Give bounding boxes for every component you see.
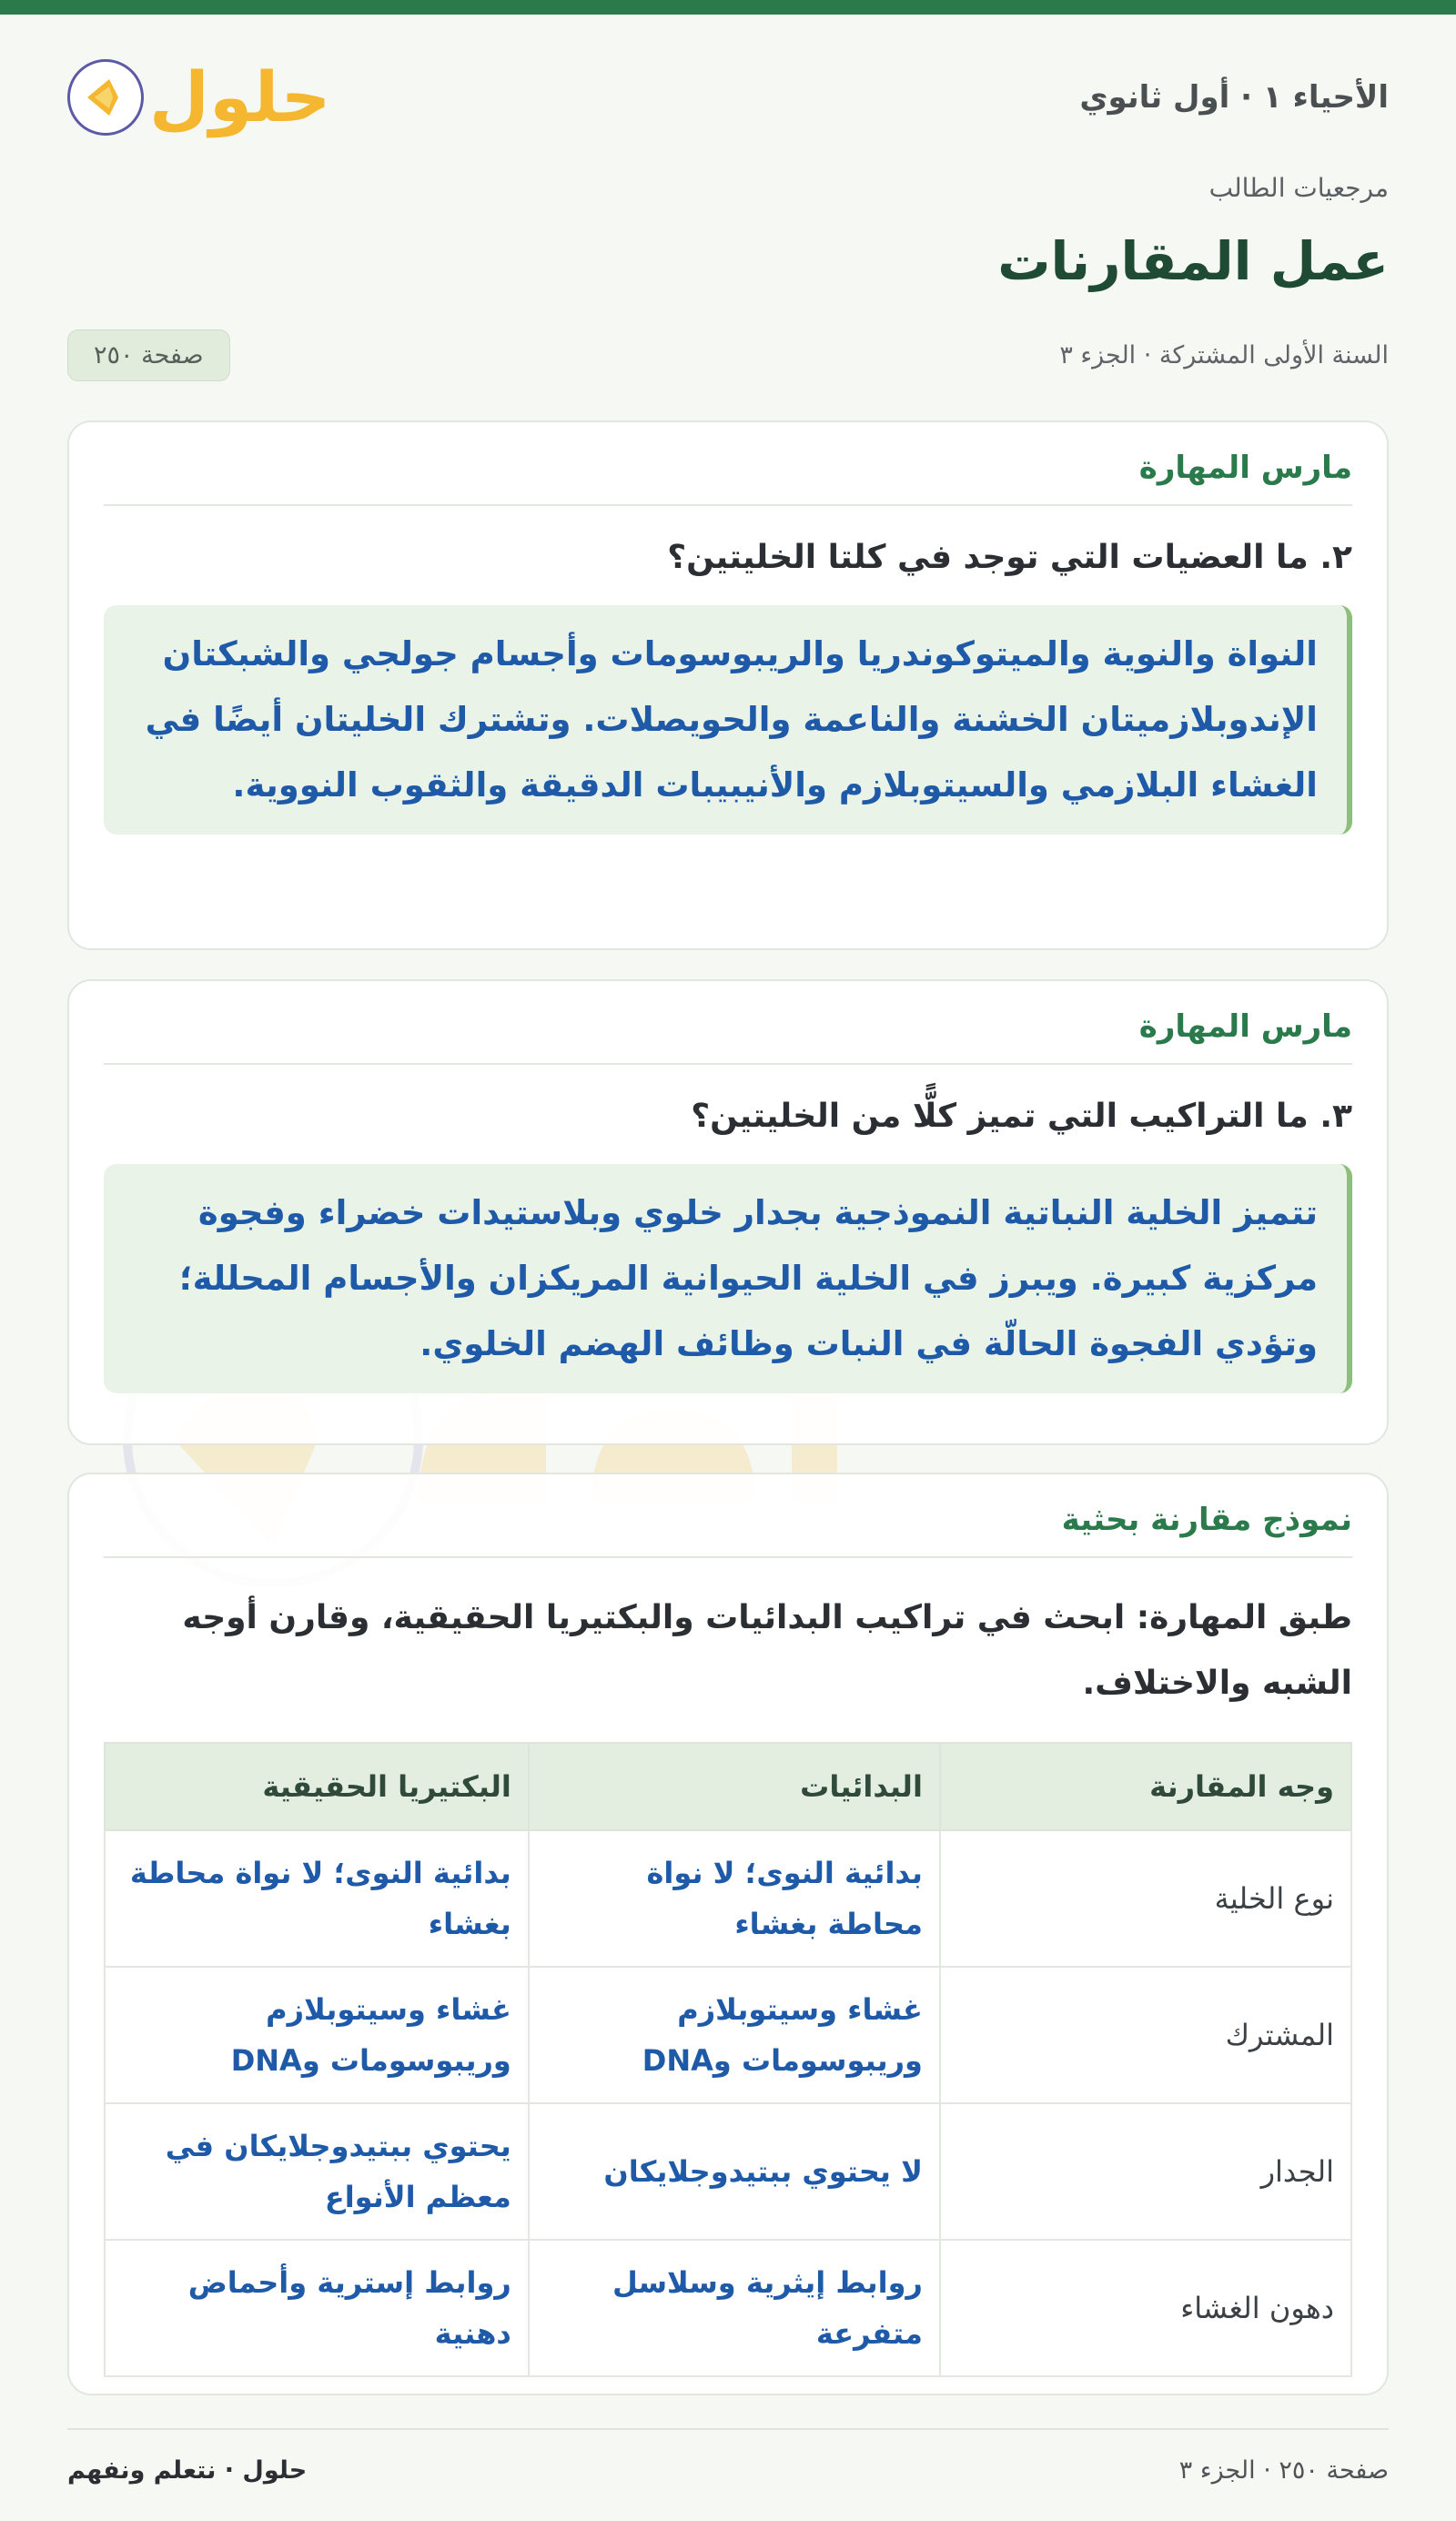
table-cell: روابط إيثرية وسلاسل متفرعة <box>529 2240 940 2376</box>
logo-book-icon <box>67 59 144 136</box>
table-cell: يحتوي ببتيدوجلايكان في معظم الأنواع <box>105 2103 529 2240</box>
course-section-info: السنة الأولى المشتركة · الجزء ٣ <box>1059 340 1389 370</box>
table-row <box>105 2103 1351 2240</box>
table-cell: بدائية النوى؛ لا نواة محاطة بغشاء <box>529 1830 940 1967</box>
breadcrumb[interactable]: مرجعيات الطالب <box>1208 173 1389 203</box>
table-cell: غشاء وسيتوبلازم وريبوسومات وDNA <box>105 1967 529 2103</box>
comparison-table <box>104 1742 1352 2377</box>
page-header <box>67 47 1389 147</box>
page-footer <box>67 2428 1389 2510</box>
practice-card-2 <box>67 979 1389 1445</box>
table-cell: المشترك <box>940 1967 1351 2103</box>
table-row <box>105 2240 1351 2376</box>
sub-info-row <box>67 324 1389 386</box>
table-cell: غشاء وسيتوبلازم وريبوسومات وDNA <box>529 1967 940 2103</box>
column-header: وجه المقارنة <box>940 1743 1351 1830</box>
brand-logo[interactable] <box>67 56 331 137</box>
answer-box: تتميز الخلية النباتية النموذجية بجدار خلوي وبلاستيدات خضراء وفجوة مركزية كبيرة. ويبرز في الخلية الحيوانية المريكزان والأجسام المحللة؛ وتؤدي الفجوة الحالّة في النبات وظائف الهضم الخلوي. <box>104 1164 1352 1393</box>
column-header: البكتيريا الحقيقية <box>105 1743 529 1830</box>
table-cell: بدائية النوى؛ لا نواة محاطة بغشاء <box>105 1830 529 1967</box>
column-header: البدائيات <box>529 1743 940 1830</box>
table-cell: دهون الغشاء <box>940 2240 1351 2376</box>
table-cell: لا يحتوي ببتيدوجلايكان <box>529 2103 940 2240</box>
table-cell: نوع الخلية <box>940 1830 1351 1967</box>
footer-page-info: صفحة ٢٥٠ · الجزء ٣ <box>1178 2455 1389 2485</box>
logo-wordmark: حلول <box>149 56 331 137</box>
question-text: ٣. ما التراكيب التي تميز كلًّا من الخليتين؟ <box>691 1098 1352 1135</box>
table-row <box>105 1830 1351 1967</box>
task-text: طبق المهارة: ابحث في تراكيب البدائيات والبكتيريا الحقيقية، وقارن أوجه الشبه والاختلاف. <box>182 1599 1352 1702</box>
page-meta <box>67 173 1389 292</box>
card-heading: مارس المهارة <box>104 1008 1352 1065</box>
top-accent-bar <box>0 0 1456 15</box>
table-cell: روابط إسترية وأحماض دهنية <box>105 2240 529 2376</box>
comparison-card <box>67 1473 1389 2395</box>
table-header-row <box>105 1743 1351 1830</box>
card-heading: مارس المهارة <box>104 450 1352 506</box>
table-cell: الجدار <box>940 2103 1351 2240</box>
table-row <box>105 1967 1351 2103</box>
course-title: الأحياء ١ · أول ثانوي <box>1079 79 1389 116</box>
page-number-badge: صفحة ٢٥٠ <box>67 329 230 381</box>
footer-brand[interactable]: حلول · نتعلم ونفهم <box>67 2455 308 2485</box>
practice-card-1 <box>67 420 1389 950</box>
page-title: عمل المقارنات <box>997 230 1389 292</box>
answer-box: النواة والنوية والميتوكوندريا والريبوسومات وأجسام جولجي والشبكتان الإندوبلازميتان الخشنة والناعمة والحويصلات. وتشترك الخليتان أيضًا في الغشاء البلازمي والسيتوبلازم والأنيبيبات الدقيقة والثقوب النووية. <box>104 605 1352 835</box>
card-heading: نموذج مقارنة بحثية <box>104 1502 1352 1558</box>
question-text: ٢. ما العضيات التي توجد في كلتا الخليتين؟ <box>667 539 1352 576</box>
